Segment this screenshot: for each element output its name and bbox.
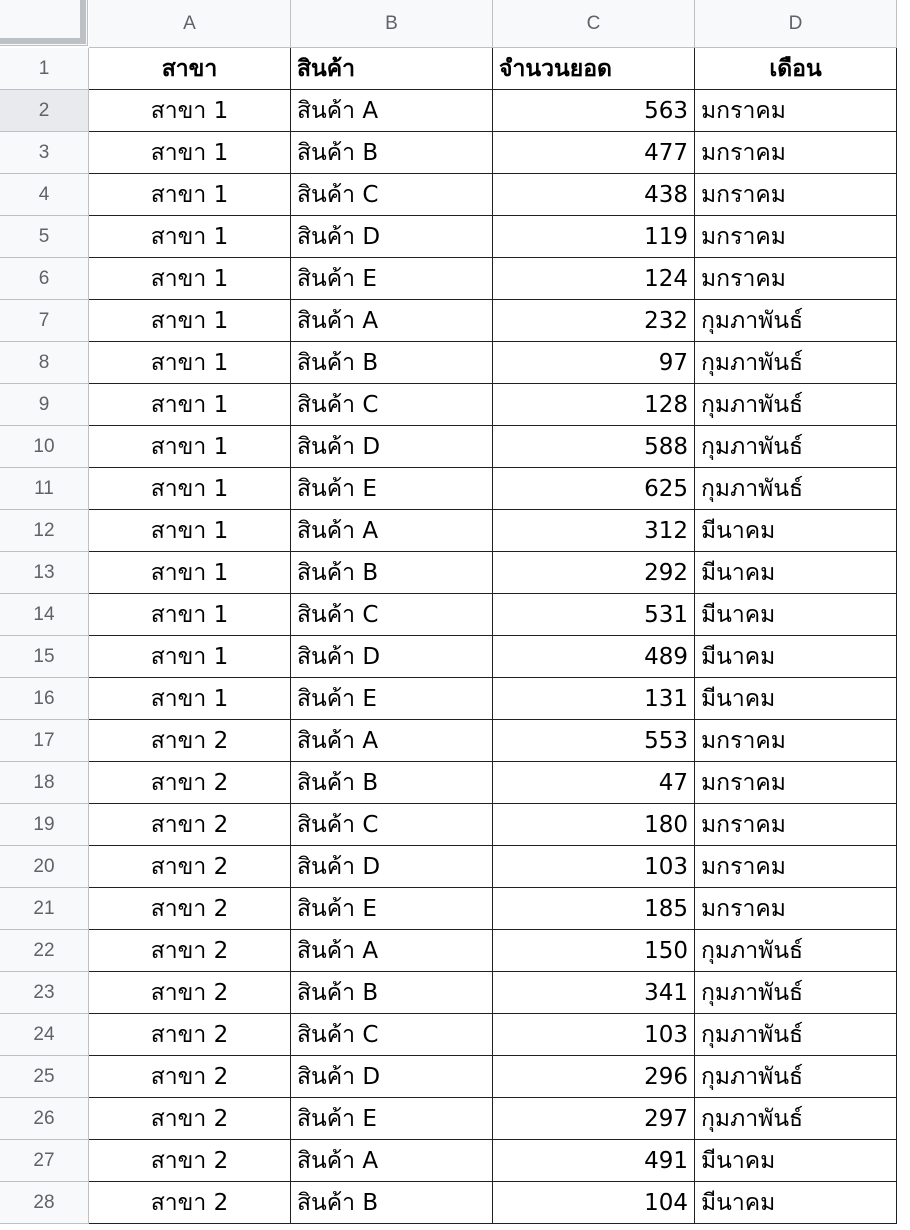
month-cell[interactable]: มีนาคม [695,594,897,636]
branch-cell[interactable]: สาขา 2 [89,1140,291,1182]
row-header-22[interactable]: 22 [0,930,89,972]
amount-cell[interactable]: 131 [493,678,695,720]
amount-cell[interactable]: 119 [493,216,695,258]
row-header-1[interactable]: 1 [0,48,89,90]
row-header-4[interactable]: 4 [0,174,89,216]
branch-cell[interactable]: สาขา 2 [89,930,291,972]
branch-cell[interactable]: สาขา 2 [89,1014,291,1056]
amount-cell[interactable]: 180 [493,804,695,846]
row-header-25[interactable]: 25 [0,1056,89,1098]
product-cell[interactable]: สินค้า B [291,1182,493,1224]
product-cell[interactable]: สินค้า D [291,426,493,468]
month-cell[interactable]: กุมภาพันธ์ [695,930,897,972]
amount-cell[interactable]: 47 [493,762,695,804]
branch-cell[interactable]: สาขา 1 [89,300,291,342]
month-cell[interactable]: มีนาคม [695,510,897,552]
branch-cell[interactable]: สาขา 1 [89,342,291,384]
row-header-24[interactable]: 24 [0,1014,89,1056]
row-header-20[interactable]: 20 [0,846,89,888]
amount-cell[interactable]: 491 [493,1140,695,1182]
row-header-11[interactable]: 11 [0,468,89,510]
month-cell[interactable]: มกราคม [695,720,897,762]
header-cell-c[interactable]: จำนวนยอด [493,48,695,90]
branch-cell[interactable]: สาขา 1 [89,384,291,426]
month-cell[interactable]: มกราคม [695,132,897,174]
branch-cell[interactable]: สาขา 1 [89,216,291,258]
month-cell[interactable]: มีนาคม [695,552,897,594]
amount-cell[interactable]: 297 [493,1098,695,1140]
product-cell[interactable]: สินค้า A [291,720,493,762]
amount-cell[interactable]: 103 [493,846,695,888]
product-cell[interactable]: สินค้า A [291,300,493,342]
product-cell[interactable]: สินค้า D [291,846,493,888]
amount-cell[interactable]: 97 [493,342,695,384]
branch-cell[interactable]: สาขา 2 [89,804,291,846]
amount-cell[interactable]: 292 [493,552,695,594]
frozen-row-handle[interactable] [0,38,86,44]
row-header-27[interactable]: 27 [0,1140,89,1182]
branch-cell[interactable]: สาขา 1 [89,678,291,720]
amount-cell[interactable]: 124 [493,258,695,300]
amount-cell[interactable]: 553 [493,720,695,762]
product-cell[interactable]: สินค้า C [291,1014,493,1056]
amount-cell[interactable]: 104 [493,1182,695,1224]
product-cell[interactable]: สินค้า A [291,90,493,132]
branch-cell[interactable]: สาขา 2 [89,1056,291,1098]
amount-cell[interactable]: 563 [493,90,695,132]
month-cell[interactable]: กุมภาพันธ์ [695,1014,897,1056]
column-header-d[interactable]: D [695,0,897,48]
row-header-16[interactable]: 16 [0,678,89,720]
month-cell[interactable]: มกราคม [695,762,897,804]
branch-cell[interactable]: สาขา 2 [89,972,291,1014]
month-cell[interactable]: มกราคม [695,888,897,930]
row-header-13[interactable]: 13 [0,552,89,594]
branch-cell[interactable]: สาขา 2 [89,888,291,930]
row-header-8[interactable]: 8 [0,342,89,384]
product-cell[interactable]: สินค้า C [291,174,493,216]
month-cell[interactable]: มีนาคม [695,1140,897,1182]
month-cell[interactable]: มีนาคม [695,678,897,720]
row-header-26[interactable]: 26 [0,1098,89,1140]
row-header-6[interactable]: 6 [0,258,89,300]
product-cell[interactable]: สินค้า E [291,468,493,510]
branch-cell[interactable]: สาขา 1 [89,174,291,216]
branch-cell[interactable]: สาขา 1 [89,594,291,636]
amount-cell[interactable]: 477 [493,132,695,174]
month-cell[interactable]: กุมภาพันธ์ [695,300,897,342]
month-cell[interactable]: กุมภาพันธ์ [695,342,897,384]
product-cell[interactable]: สินค้า C [291,804,493,846]
month-cell[interactable]: มกราคม [695,846,897,888]
row-header-12[interactable]: 12 [0,510,89,552]
branch-cell[interactable]: สาขา 1 [89,468,291,510]
product-cell[interactable]: สินค้า A [291,510,493,552]
amount-cell[interactable]: 341 [493,972,695,1014]
product-cell[interactable]: สินค้า E [291,258,493,300]
month-cell[interactable]: กุมภาพันธ์ [695,384,897,426]
month-cell[interactable]: มกราคม [695,174,897,216]
column-header-a[interactable]: A [89,0,291,48]
month-cell[interactable]: มีนาคม [695,1182,897,1224]
product-cell[interactable]: สินค้า B [291,552,493,594]
month-cell[interactable]: กุมภาพันธ์ [695,1056,897,1098]
amount-cell[interactable]: 489 [493,636,695,678]
product-cell[interactable]: สินค้า E [291,888,493,930]
month-cell[interactable]: มกราคม [695,90,897,132]
row-header-7[interactable]: 7 [0,300,89,342]
product-cell[interactable]: สินค้า D [291,1056,493,1098]
product-cell[interactable]: สินค้า E [291,1098,493,1140]
amount-cell[interactable]: 232 [493,300,695,342]
product-cell[interactable]: สินค้า B [291,972,493,1014]
month-cell[interactable]: กุมภาพันธ์ [695,468,897,510]
row-header-19[interactable]: 19 [0,804,89,846]
amount-cell[interactable]: 531 [493,594,695,636]
month-cell[interactable]: มีนาคม [695,636,897,678]
product-cell[interactable]: สินค้า B [291,342,493,384]
branch-cell[interactable]: สาขา 2 [89,1182,291,1224]
product-cell[interactable]: สินค้า C [291,384,493,426]
product-cell[interactable]: สินค้า B [291,132,493,174]
product-cell[interactable]: สินค้า A [291,930,493,972]
row-header-14[interactable]: 14 [0,594,89,636]
amount-cell[interactable]: 625 [493,468,695,510]
row-header-23[interactable]: 23 [0,972,89,1014]
product-cell[interactable]: สินค้า B [291,762,493,804]
row-header-2[interactable]: 2 [0,90,89,132]
row-header-3[interactable]: 3 [0,132,89,174]
month-cell[interactable]: กุมภาพันธ์ [695,972,897,1014]
branch-cell[interactable]: สาขา 1 [89,132,291,174]
month-cell[interactable]: มกราคม [695,258,897,300]
column-header-b[interactable]: B [291,0,493,48]
branch-cell[interactable]: สาขา 2 [89,720,291,762]
branch-cell[interactable]: สาขา 1 [89,258,291,300]
product-cell[interactable]: สินค้า E [291,678,493,720]
row-header-9[interactable]: 9 [0,384,89,426]
branch-cell[interactable]: สาขา 2 [89,762,291,804]
row-header-28[interactable]: 28 [0,1182,89,1224]
row-header-10[interactable]: 10 [0,426,89,468]
product-cell[interactable]: สินค้า C [291,594,493,636]
amount-cell[interactable]: 588 [493,426,695,468]
product-cell[interactable]: สินค้า A [291,1140,493,1182]
month-cell[interactable]: มกราคม [695,804,897,846]
branch-cell[interactable]: สาขา 1 [89,90,291,132]
month-cell[interactable]: กุมภาพันธ์ [695,426,897,468]
product-cell[interactable]: สินค้า D [291,216,493,258]
header-cell-b[interactable]: สินค้า [291,48,493,90]
amount-cell[interactable]: 185 [493,888,695,930]
branch-cell[interactable]: สาขา 2 [89,1098,291,1140]
row-header-18[interactable]: 18 [0,762,89,804]
branch-cell[interactable]: สาขา 1 [89,426,291,468]
amount-cell[interactable]: 150 [493,930,695,972]
row-header-21[interactable]: 21 [0,888,89,930]
month-cell[interactable]: กุมภาพันธ์ [695,1098,897,1140]
header-cell-a[interactable]: สาขา [89,48,291,90]
header-cell-d[interactable]: เดือน [695,48,897,90]
row-header-5[interactable]: 5 [0,216,89,258]
branch-cell[interactable]: สาขา 2 [89,846,291,888]
amount-cell[interactable]: 296 [493,1056,695,1098]
branch-cell[interactable]: สาขา 1 [89,552,291,594]
column-header-c[interactable]: C [493,0,695,48]
branch-cell[interactable]: สาขา 1 [89,636,291,678]
branch-cell[interactable]: สาขา 1 [89,510,291,552]
row-header-17[interactable]: 17 [0,720,89,762]
product-cell[interactable]: สินค้า D [291,636,493,678]
amount-cell[interactable]: 438 [493,174,695,216]
month-cell[interactable]: มกราคม [695,216,897,258]
select-all-corner[interactable] [0,0,88,46]
amount-cell[interactable]: 312 [493,510,695,552]
amount-cell[interactable]: 103 [493,1014,695,1056]
amount-cell[interactable]: 128 [493,384,695,426]
row-header-15[interactable]: 15 [0,636,89,678]
